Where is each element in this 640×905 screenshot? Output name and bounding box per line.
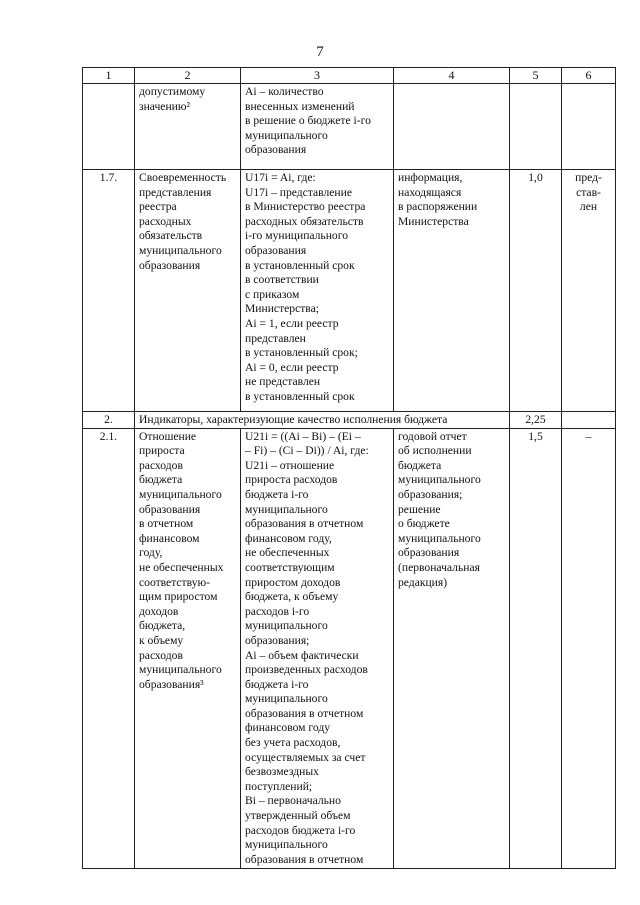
text-line: образования;: [398, 487, 463, 501]
header-col-1: 1: [83, 68, 135, 84]
text-line: прироста расходов: [245, 473, 338, 487]
cell-weight: 2,25: [510, 412, 562, 429]
text-line: U17i – представление: [245, 185, 352, 199]
text-line: образования: [245, 143, 307, 157]
text-line: поступлений;: [245, 779, 313, 793]
text-line: в установленный срок;: [245, 346, 358, 360]
indicators-table: [82, 67, 616, 869]
text-line: решение: [398, 502, 441, 516]
cell-indicator-name: [135, 170, 241, 412]
text-line: в решение о бюджете i-го: [245, 114, 371, 128]
text-line: Отношение: [139, 429, 197, 443]
text-line: представлен: [245, 331, 306, 345]
text-line: безвозмездных: [245, 765, 319, 779]
text-line: расходов: [139, 458, 183, 472]
text-line: к объему: [139, 633, 184, 647]
text-line: U21i – отношение: [245, 458, 335, 472]
text-line: не обеспеченных: [139, 560, 224, 574]
cell-number: 1.7.: [83, 170, 135, 412]
text-line: (первоначальная: [398, 560, 480, 574]
text-line: утвержденный объем: [245, 809, 351, 823]
text-line: расходных: [139, 214, 192, 228]
text-line: соответствующим: [245, 560, 335, 574]
text-line: пред-: [575, 171, 602, 184]
text-line: реестра: [139, 200, 177, 214]
cell-result: [562, 84, 616, 170]
text-line: приростом доходов: [245, 575, 341, 589]
text-line: бюджета, к объему: [245, 590, 339, 604]
text-line: не обеспеченных: [245, 546, 330, 560]
cell-weight: [510, 84, 562, 170]
text-line: муниципального: [245, 128, 328, 142]
cell-indicator-name: [135, 84, 241, 170]
text-line: расходов: [139, 648, 183, 662]
cell-result: –: [562, 428, 616, 868]
header-col-6: 6: [562, 68, 616, 84]
text-line: финансовом году,: [245, 531, 332, 545]
page-number: 7: [316, 44, 324, 60]
header-col-2: 2: [135, 68, 241, 84]
text-line: в установленный срок: [245, 389, 355, 403]
text-line: о бюджете: [398, 517, 450, 531]
cell-source: [394, 84, 510, 170]
text-line: не представлен: [245, 375, 321, 389]
text-line: расходов i-го: [245, 604, 310, 618]
text-line: муниципального: [245, 838, 328, 852]
text-line: U21i = ((Ai – Bi) – (Ei –: [245, 429, 361, 443]
text-line: в соответствии: [245, 273, 319, 287]
text-line: расходных обязательств: [245, 214, 364, 228]
section-title: Индикаторы, характеризующие качество исполнения бюджета: [135, 412, 510, 429]
text-line: году,: [139, 546, 163, 560]
text-line: образования³: [139, 677, 204, 691]
text-line: муниципального: [139, 487, 222, 501]
text-line: Ai = 0, если реестр: [245, 360, 339, 374]
text-line: значению²: [139, 99, 190, 113]
text-line: образования: [398, 546, 460, 560]
text-line: бюджета i-го: [245, 677, 309, 691]
cell-weight: 1,5: [510, 428, 562, 868]
table-row-1-7: [83, 170, 616, 412]
text-line: – Fi) – (Ci – Di)) / Ai, где:: [245, 444, 369, 458]
table-header-row: [83, 68, 616, 84]
text-line: внесенных изменений: [245, 99, 355, 113]
text-line: осуществляемых за счет: [245, 750, 366, 764]
cell-number: 2.: [83, 412, 135, 429]
text-line: доходов: [139, 604, 179, 618]
text-line: представления: [139, 185, 212, 199]
header-col-3: 3: [241, 68, 394, 84]
text-line: годовой отчет: [398, 429, 467, 443]
text-line: редакция): [398, 575, 448, 589]
text-line: об исполнении: [398, 444, 472, 458]
text-line: Ai = 1, если реестр: [245, 316, 339, 330]
text-line: муниципального: [245, 502, 328, 516]
cell-number: 2.1.: [83, 428, 135, 868]
text-line: образования: [245, 243, 307, 257]
text-line: образования: [139, 258, 201, 272]
text-line: муниципального: [139, 663, 222, 677]
text-line: лен: [579, 200, 598, 214]
text-line: образования;: [245, 633, 310, 647]
text-line: бюджета i-го: [245, 487, 309, 501]
cell-indicator-name: [135, 428, 241, 868]
text-line: финансовом году: [245, 721, 331, 735]
text-line: образования: [139, 502, 201, 516]
table-row-2: [83, 412, 616, 429]
text-line: Bi – первоначально: [245, 794, 341, 808]
text-line: обязательств: [139, 229, 203, 243]
text-line: образования в отчетном: [245, 852, 364, 866]
cell-number: [83, 84, 135, 170]
text-line: расходов бюджета i-го: [245, 823, 356, 837]
text-line: став-: [576, 185, 601, 199]
cell-formula: [241, 428, 394, 868]
text-line: в распоряжении: [398, 200, 478, 214]
text-line: с приказом: [245, 287, 300, 301]
text-line: бюджета: [139, 473, 183, 487]
table-row-continuation: [83, 84, 616, 170]
text-line: информация,: [398, 171, 463, 184]
text-line: муниципального: [139, 243, 222, 257]
text-line: Министерства: [398, 214, 469, 228]
text-line: бюджета: [398, 458, 442, 472]
text-line: муниципального: [245, 619, 328, 633]
text-line: допустимому: [139, 85, 206, 98]
text-line: i-го муниципального: [245, 229, 348, 243]
text-line: соответствую-: [139, 575, 211, 589]
header-col-5: 5: [510, 68, 562, 84]
cell-result: [562, 412, 616, 429]
text-line: финансовом: [139, 531, 200, 545]
text-line: U17i = Ai, где:: [245, 171, 316, 184]
cell-result: [562, 170, 616, 412]
text-line: образования в отчетном: [245, 517, 364, 531]
text-line: в Министерство реестра: [245, 200, 366, 214]
text-line: произведенных расходов: [245, 663, 368, 677]
text-line: образования в отчетном: [245, 706, 364, 720]
cell-formula: [241, 170, 394, 412]
text-line: бюджета,: [139, 619, 186, 633]
text-line: Ai – объем фактически: [245, 648, 359, 662]
text-line: без учета расходов,: [245, 736, 341, 750]
text-line: щим приростом: [139, 590, 218, 604]
text-line: прироста: [139, 444, 185, 458]
cell-formula: [241, 84, 394, 170]
text-line: муниципального: [398, 531, 481, 545]
text-line: муниципального: [245, 692, 328, 706]
cell-weight: 1,0: [510, 170, 562, 412]
text-line: находящаяся: [398, 185, 462, 199]
cell-source: [394, 170, 510, 412]
header-col-4: 4: [394, 68, 510, 84]
text-line: муниципального: [398, 473, 481, 487]
text-line: в отчетном: [139, 517, 194, 531]
cell-source: [394, 428, 510, 868]
text-line: Своевременность: [139, 171, 227, 184]
text-line: в установленный срок: [245, 258, 355, 272]
text-line: Ai – количество: [245, 85, 324, 98]
text-line: Министерства;: [245, 302, 319, 316]
table-row-2-1: [83, 428, 616, 868]
